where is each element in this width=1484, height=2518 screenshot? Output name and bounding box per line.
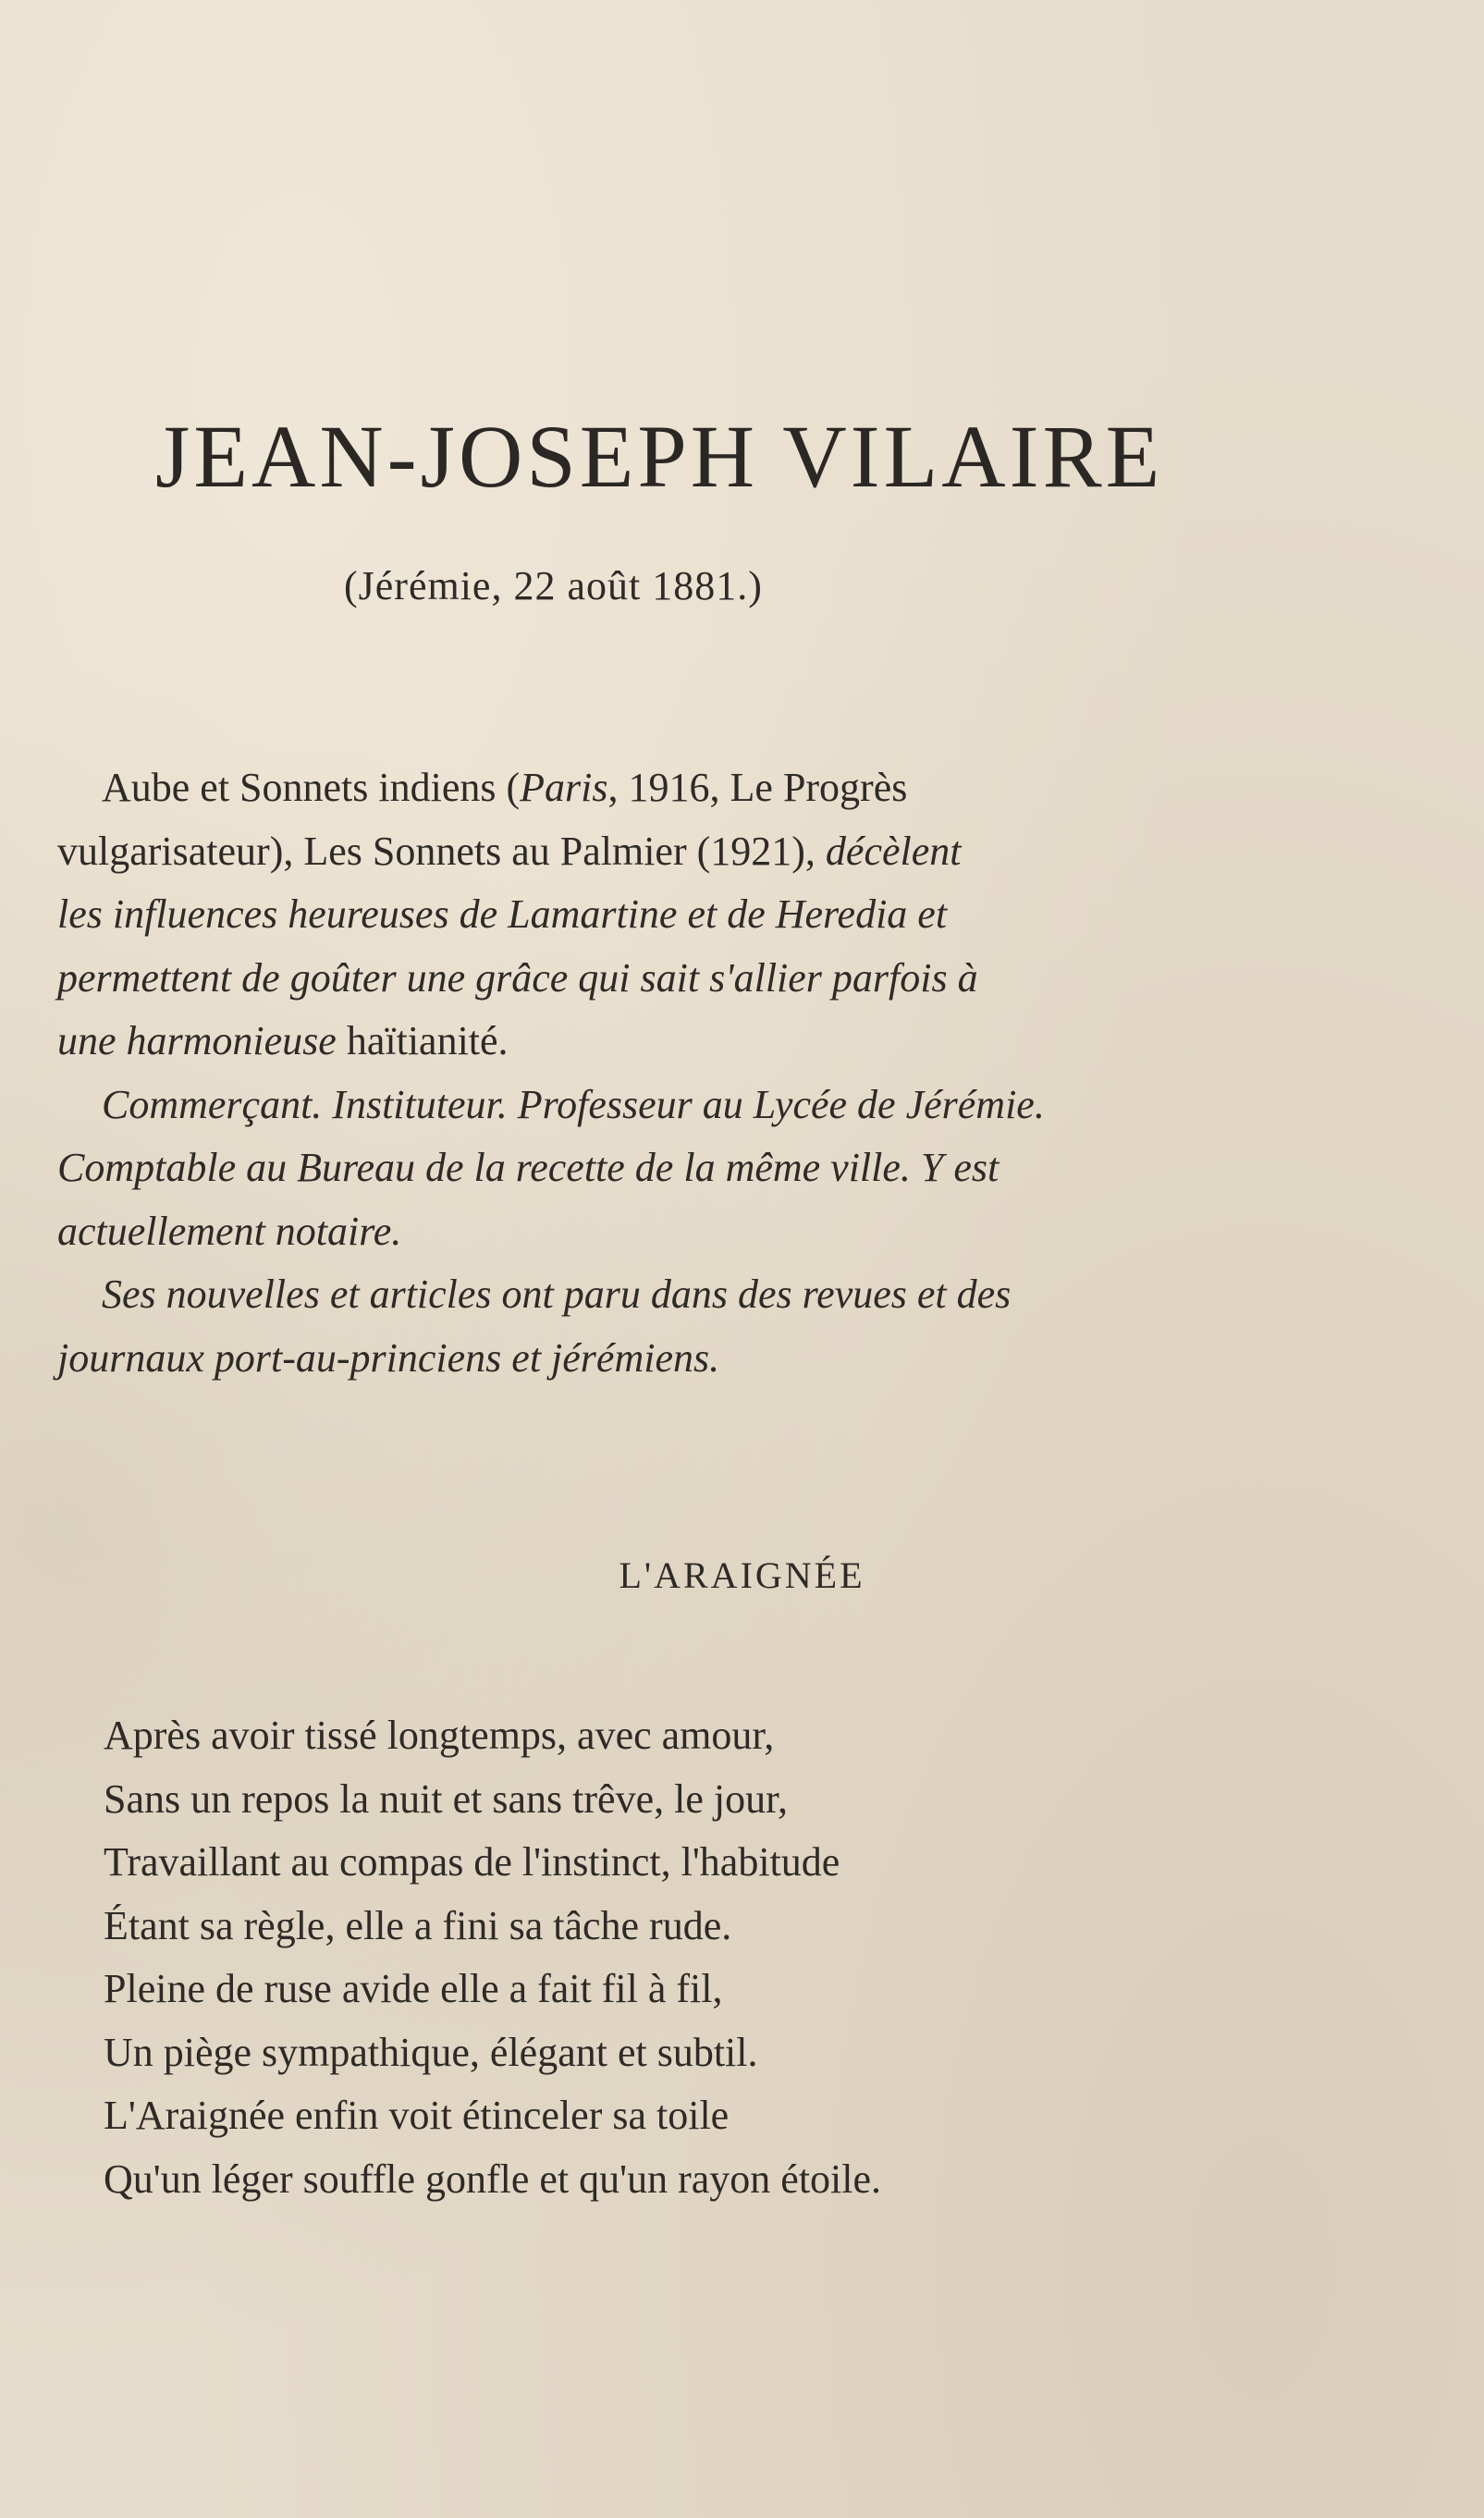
poem-line: Qu'un léger souffle gonfle et qu'un rayon étoile. bbox=[104, 2156, 882, 2202]
bio-text: haïtianité. bbox=[336, 1018, 509, 1063]
bio-text-italic: décèlent bbox=[825, 828, 962, 874]
author-name-heading: JEAN-JOSEPH VILAIRE bbox=[155, 407, 1164, 506]
bio-line: les influences heureuses de Lamartine et de Heredia et bbox=[57, 891, 948, 937]
poem-line: Étant sa règle, elle a fini sa tâche rude. bbox=[104, 1902, 732, 1948]
poem-line: L'Araignée enfin voit étinceler sa toile bbox=[104, 2093, 730, 2138]
bio-line: Comptable au Bureau de la recette de la même ville. Y est bbox=[57, 1145, 1000, 1190]
bio-text: , 1916, Le Progrès bbox=[607, 765, 908, 810]
bio-text: vulgarisateur), Les Sonnets au Palmier (1921), bbox=[57, 828, 826, 874]
bio-line: journaux port-au-princiens et jérémiens. bbox=[57, 1334, 720, 1381]
poem-line: Sans un repos la nuit et sans trêve, le jour, bbox=[104, 1775, 788, 1822]
poem-body bbox=[104, 1704, 1306, 2211]
bio-text: Aube et Sonnets indiens ( bbox=[102, 765, 521, 810]
poem-line: Travaillant au compas de l'instinct, l'habitude bbox=[104, 1839, 840, 1885]
bio-line bbox=[57, 756, 1278, 820]
bio-line: actuellement notaire. bbox=[57, 1208, 402, 1254]
bio-line bbox=[57, 1010, 1278, 1074]
bio-line bbox=[57, 820, 1278, 884]
author-birth-info: (Jérémie, 22 août 1881.) bbox=[344, 563, 763, 608]
bio-line: Ses nouvelles et articles ont paru dans des revues et des bbox=[102, 1271, 1012, 1317]
bio-line: Commerçant. Instituteur. Professeur au Lycée de Jérémie. bbox=[102, 1081, 1045, 1127]
poem-line: Un piège sympathique, élégant et subtil. bbox=[104, 2029, 758, 2075]
poem-line: Pleine de ruse avide elle a fait fil à fil, bbox=[104, 1966, 723, 2011]
bio-line: permettent de goûter une grâce qui sait s'allier parfois à bbox=[57, 954, 978, 1001]
author-biography bbox=[57, 756, 1278, 1390]
poem-line: Après avoir tissé longtemps, avec amour, bbox=[104, 1713, 775, 1758]
bio-text-italic: une harmonieuse bbox=[57, 1018, 337, 1063]
poem-title: L'ARAIGNÉE bbox=[619, 1554, 865, 1596]
bio-text-italic: Paris bbox=[520, 765, 608, 810]
